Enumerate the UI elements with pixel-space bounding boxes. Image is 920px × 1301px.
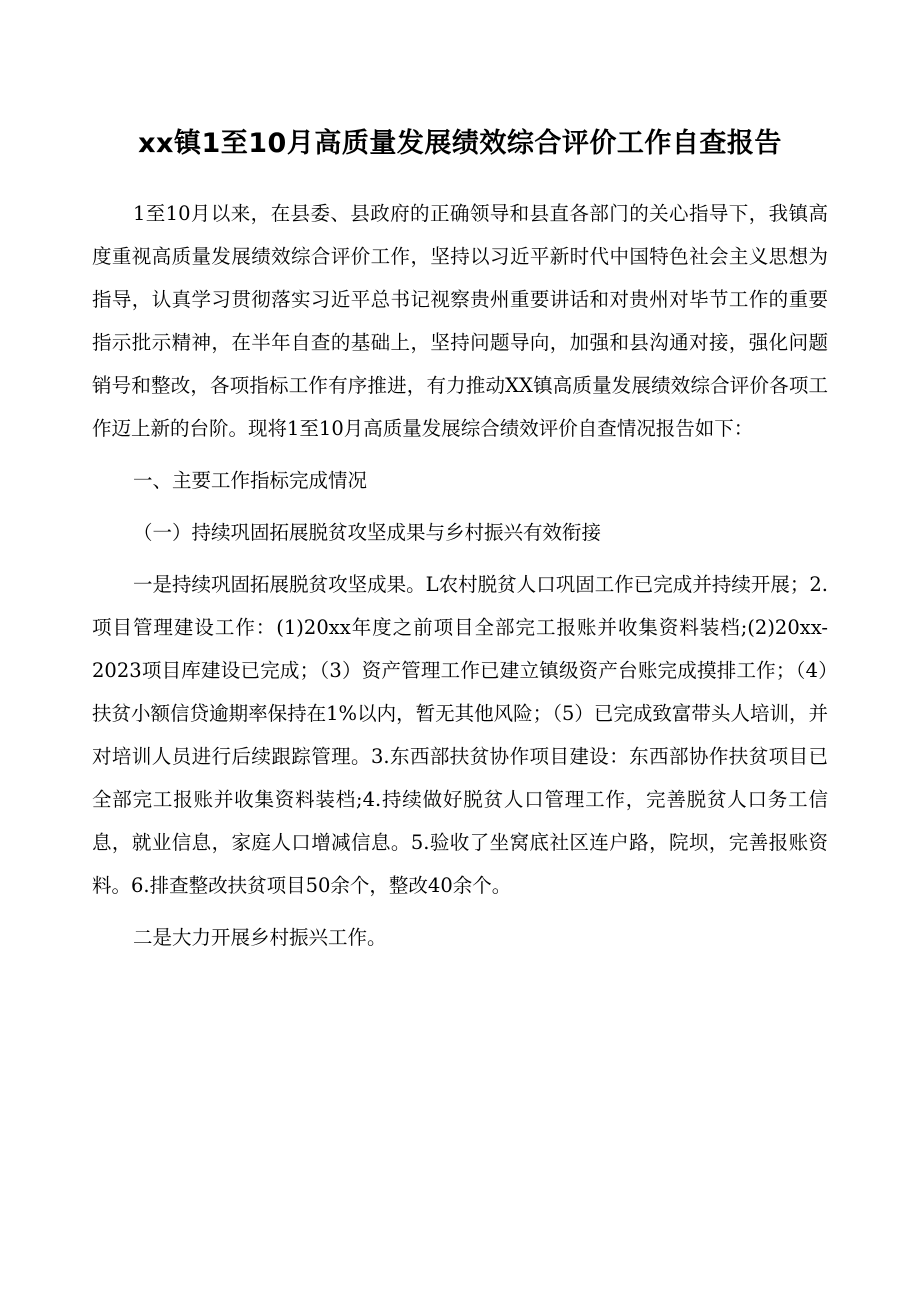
paragraph-item-2: 二是大力开展乡村振兴工作。 <box>132 926 387 949</box>
paragraph-intro: 1至10月以来，在县委、县政府的正确领导和县直各部门的关心指导下，我镇高度重视高质量发展绩效综合评价工作，坚持以习近平新时代中国特色社会主义思想为指导，认真学习贯彻落实习近平总书记视察贵州重要讲话和对贵州对毕节工作的重要指示批示精神，在半年自查的基础上，坚持问题导向，加强和县沟通对接，强化问题销号和整改，各项指标工作有序推进，有力推动XX镇高质量发展绩效综合评价各项工作迈上新的台阶。现将1至10月高质量发展综合绩效评价自查情况报告如下： <box>92 202 828 440</box>
page-title: xx镇1至10月高质量发展绩效综合评价工作自查报告 <box>138 128 782 159</box>
paragraph-section-heading-1: 一、主要工作指标完成情况 <box>132 469 367 492</box>
paragraph-subsection-heading-1: （一）持续巩固拓展脱贫攻坚成果与乡村振兴有效衔接 <box>132 521 601 544</box>
paragraph-item-1: 一是持续巩固拓展脱贫攻坚成果。L农村脱贫人口巩固工作已完成并持续开展；2.项目管理建设工作：(1)20xx年度之前项目全部完工报账并收集资料装档;(2)20xx-2023项目库建设已完成；（3）资产管理工作已建立镇级资产台账完成摸排工作；（4）扶贫小额信贷逾期率保持在1%以内，暂无其他风险；（5）已完成致富带头人培训，并对培训人员进行后续跟踪管理。3.东西部扶贫协作项目建设：东西部协作扶贫项目已全部完工报账并收集资料装档;4.持续做好脱贫人口管理工作，完善脱贫人口务工信息，就业信息，家庭人口增减信息。5.验收了坐窝底社区连户路，院坝，完善报账资料。6.排查整改扶贫项目50余个，整改40余个。 <box>92 573 828 897</box>
